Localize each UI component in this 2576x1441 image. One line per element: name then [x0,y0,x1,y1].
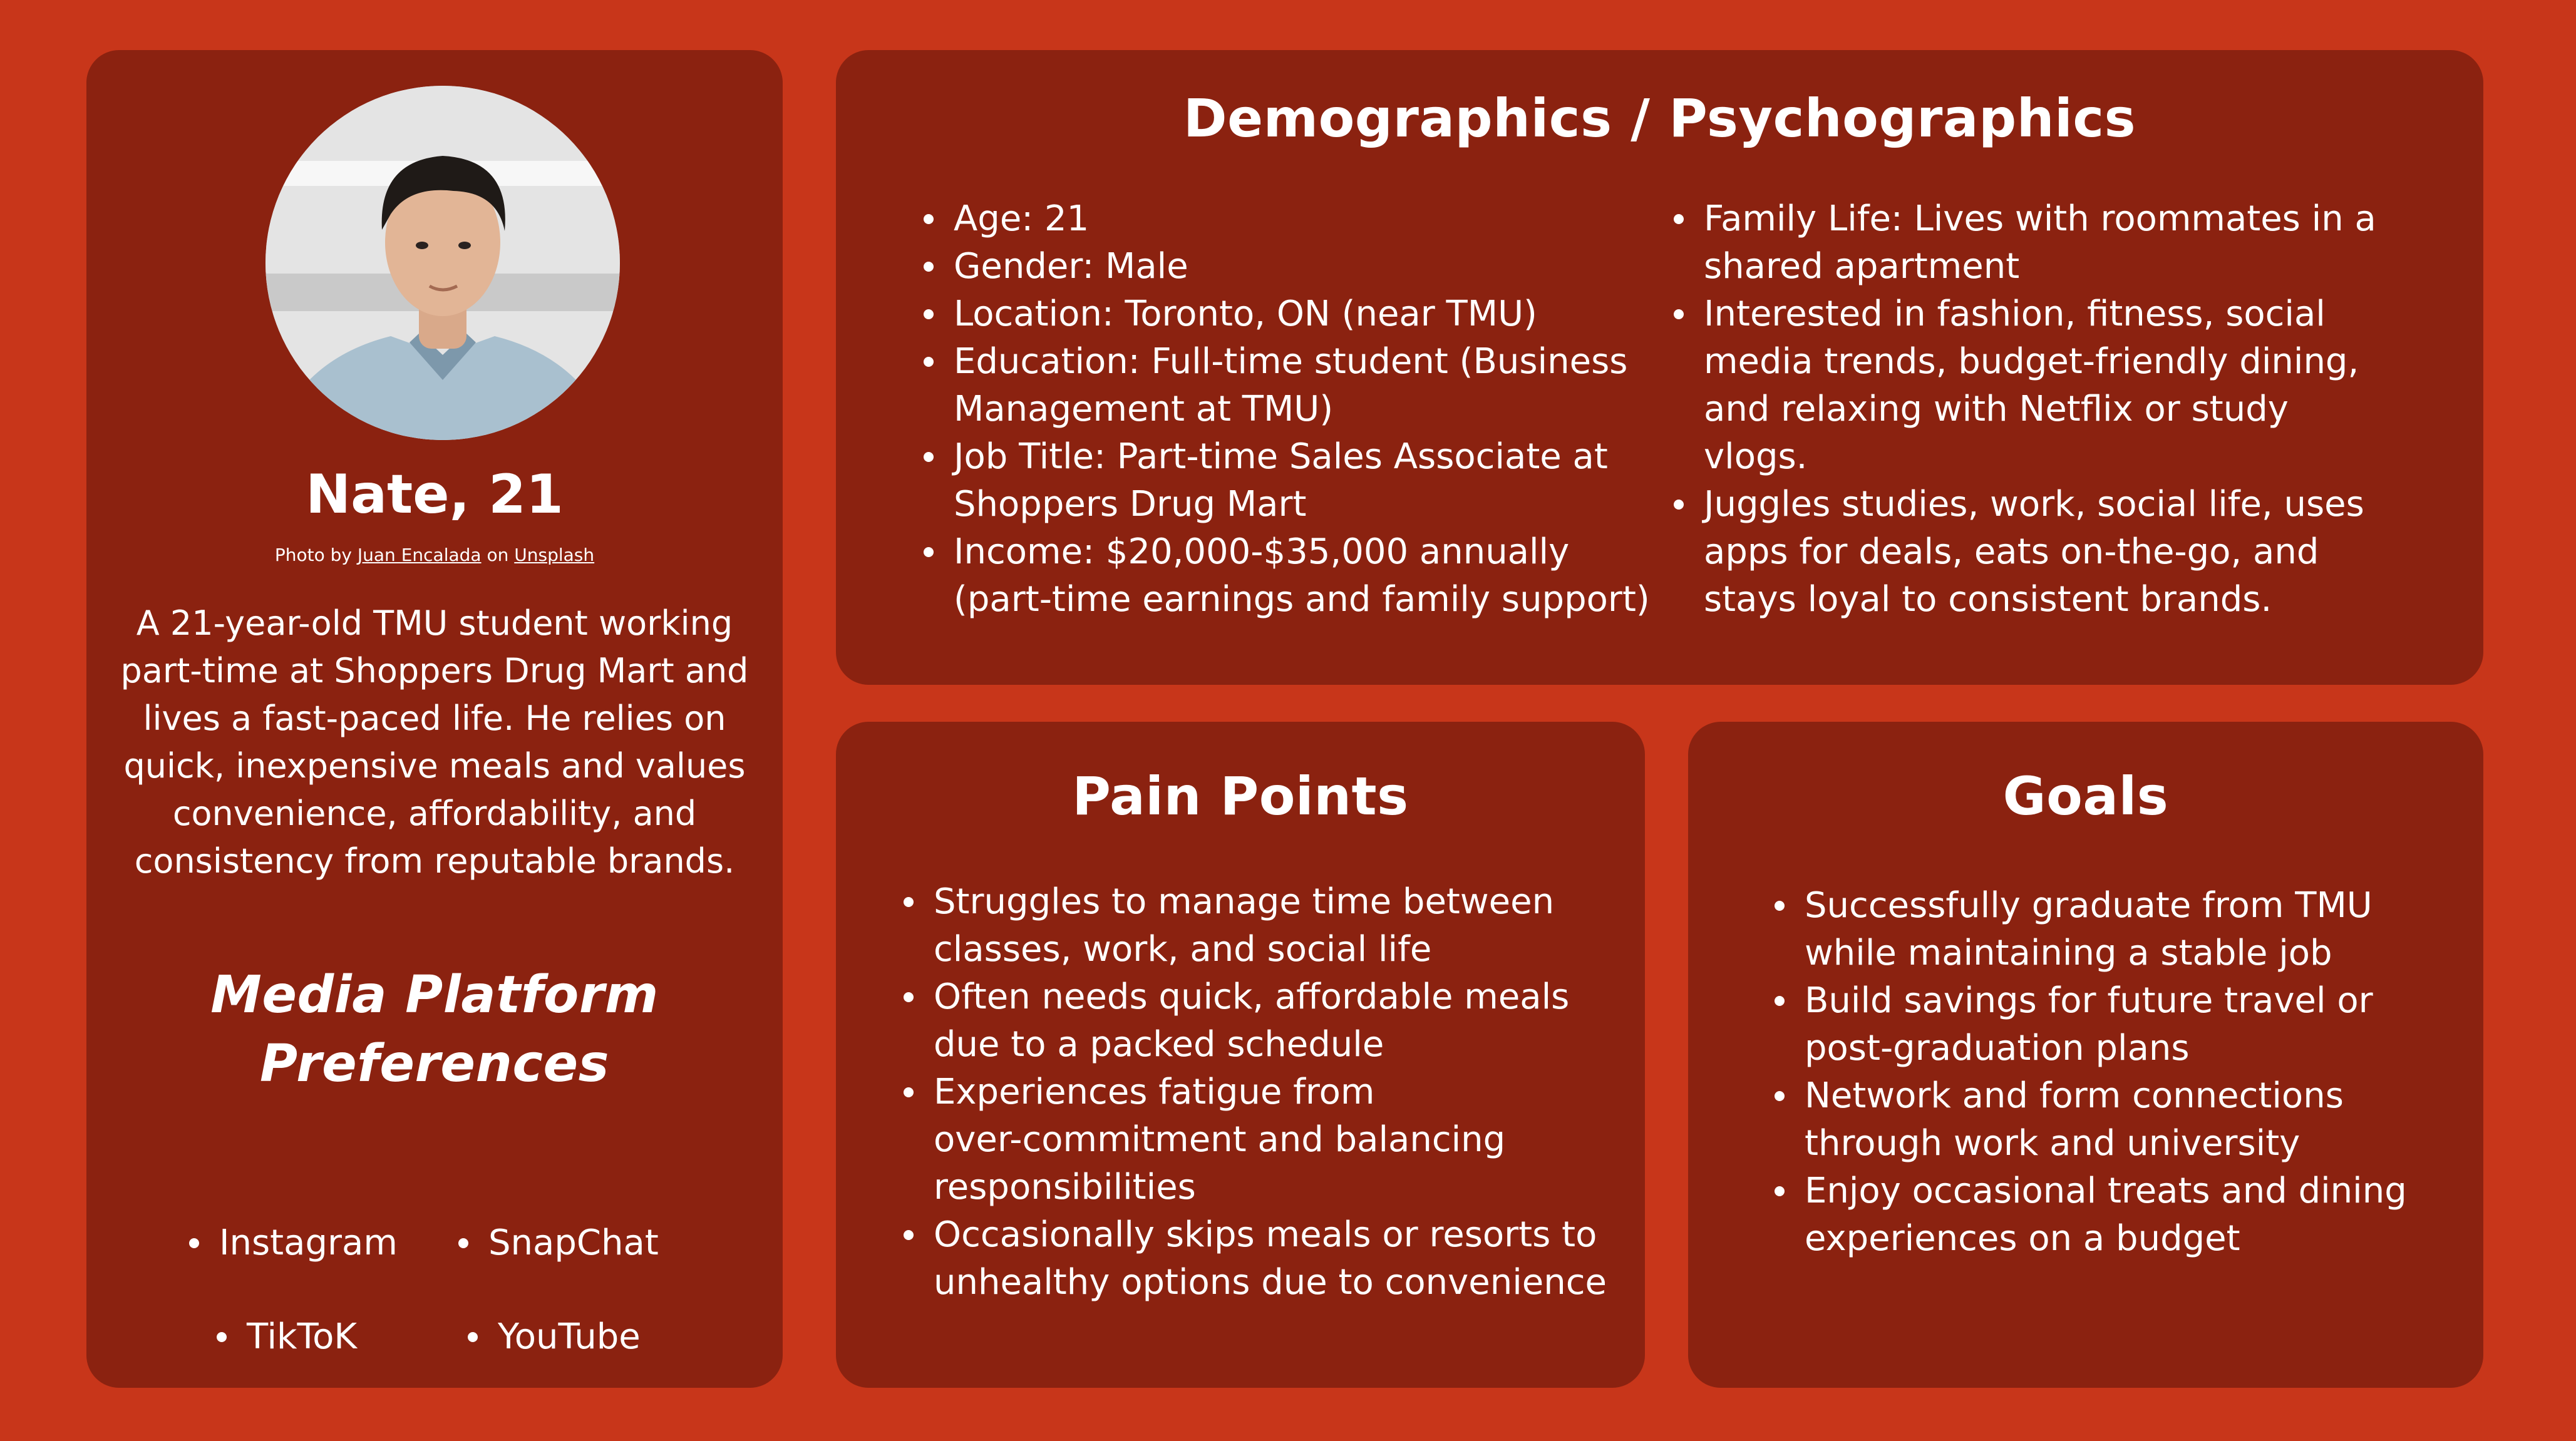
pain-points-title: Pain Points [1072,766,1409,827]
list-item: Successfully graduate from TMU while maintaining a stable job [1770,882,2465,977]
pain-points-list [899,878,1625,1306]
list-item: Job Title: Part-time Sales Associate at Shoppers Drug Mart [919,433,1657,528]
photo-source-link[interactable]: Unsplash [514,545,595,565]
media-item-instagram: Instagram [219,1219,398,1267]
list-item: Location: Toronto, ON (near TMU) [919,290,1657,338]
persona-photo-illustration [265,86,620,440]
demographics-list-left [919,195,1657,623]
media-platform-heading: Media Platform Preferences [210,965,659,1094]
goals-title: Goals [2002,766,2169,827]
demographics-card [836,50,2483,685]
media-item-snapchat: SnapChat [488,1219,659,1267]
persona-name: Nate, 21 [306,463,564,526]
list-item: Network and form connections through work and university [1770,1072,2465,1167]
demographics-list-right [1669,195,2420,623]
list-item: Interested in fashion, fitness, social media trends, budget-friendly dining, and relaxing with Netflix or study vlogs. [1669,290,2420,481]
photo-author-link[interactable]: Juan Encalada [357,545,482,565]
goals-list [1770,882,2465,1263]
list-item: Build savings for future travel or post-graduation plans [1770,977,2465,1072]
goals-card [1688,722,2483,1388]
photo-credit-prefix: Photo by [274,545,352,565]
demographics-title: Demographics / Psychographics [1183,88,2136,149]
media-item-tiktok: TikToK [247,1313,357,1361]
persona-bio: A 21-year-old TMU student working part-time at Shoppers Drug Mart and lives a fast-paced life. He relies on quick, inexpensive meals and values convenience, affordability, and consistency from reputable brands. [120,603,749,881]
list-item: Struggles to manage time between classes, work, and social life [899,878,1625,973]
persona-photo [265,86,620,440]
list-item: Enjoy occasional treats and dining experiences on a budget [1770,1167,2465,1263]
list-item: Family Life: Lives with roommates in a shared apartment [1669,195,2420,290]
photo-credit [86,545,783,565]
list-item: Income: $20,000-$35,000 annually (part-time earnings and family support) [919,528,1657,623]
list-item: Gender: Male [919,243,1657,290]
list-item: Experiences fatigue from over-commitment and balancing responsibilities [899,1069,1625,1211]
pain-points-card [836,722,1645,1388]
list-item: Education: Full-time student (Business Management at TMU) [919,338,1657,433]
list-item: Occasionally skips meals or resorts to unhealthy options due to convenience [899,1211,1625,1306]
list-item: Age: 21 [919,195,1657,243]
photo-credit-on: on [487,545,509,565]
media-item-youtube: YouTube [498,1313,641,1361]
list-item: Juggles studies, work, social life, uses apps for deals, eats on-the-go, and stays loyal to consistent brands. [1669,481,2420,623]
list-item: Often needs quick, affordable meals due to a packed schedule [899,973,1625,1069]
profile-card [86,50,783,1388]
